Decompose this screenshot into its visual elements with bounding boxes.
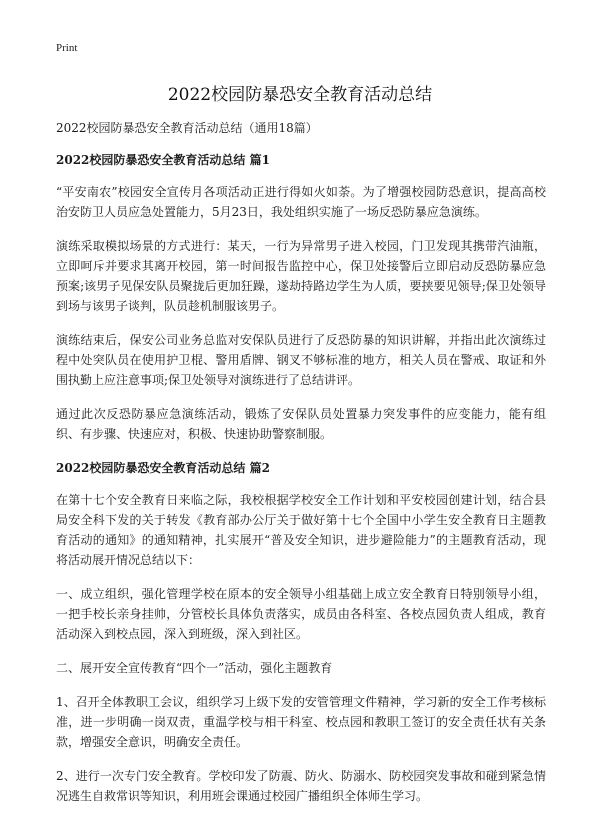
document-subtitle: 2022校园防暴恐安全教育活动总结（通用18篇） <box>56 121 318 135</box>
paragraph: 二、展开安全宣传教育“四个一”活动，强化主题教育 <box>56 661 333 675</box>
paragraph: 2、进行一次专门安全教育。学校印发了防震、防火、防溺水、防校园突发事故和碰到紧急情况逃生自救常识等知识，利用班会课通过校园广播组织全体师生学习。 <box>56 769 546 803</box>
document-body <box>56 118 546 820</box>
paragraph: 演练采取模拟场景的方式进行：某天，一行为异常男子进入校园，门卫发现其携带汽油瓶，立即呵斥并要求其离开校园，第一时间报告监控中心，保卫处接警后立即启动反恐防暴应急预案;该男子见保安队员聚拢后更加狂躁，遂劫持路边学生为人质，要挟要见领导;保卫处领导到场与该男子谈判，队员趁机制服该男子。 <box>56 239 546 313</box>
document-title: 2022校园防暴恐安全教育活动总结 <box>167 85 433 105</box>
paragraph: “平安南农”校园安全宣传月各项活动正进行得如火如荼。为了增强校园防恐意识，提高高校治安防卫人员应急处置能力，5月23日，我处组织实施了一场反恐防暴应急演练。 <box>56 185 546 219</box>
section-1 <box>56 150 546 444</box>
paragraph: 1、召开全体教职工会议，组织学习上级下发的安管管理文件精神，学习新的安全工作考核标准，进一步明确一岗双责，重温学校与相干科室、校点园和教职工签订的安全责任状有关条款，增强安全意识，明确安全责任。 <box>56 695 546 749</box>
section-heading: 2022校园防暴恐安全教育活动总结 篇1 <box>56 153 270 167</box>
paragraph: 演练结束后，保安公司业务总监对安保队员进行了反恐防暴的知识讲解，并指出此次演练过程中处突队员在使用护卫棍、警用盾牌、钢叉不够标准的地方，相关人员在警戒、取证和外围执勤上应注意事项;保卫处领导对演练进行了总结讲评。 <box>56 333 546 387</box>
section-2 <box>56 458 546 806</box>
paragraph: 在第十七个安全教育日来临之际，我校根据学校安全工作计划和平安校园创建计划，结合县局安全科下发的关于转发《教育部办公厅关于做好第十七个全国中小学生安全教育日主题教育活动的通知》的通知精神，扎实展开“普及安全知识，进步避险能力”的主题教育活动，现将活动展开情况总结以下： <box>56 493 546 567</box>
print-label[interactable]: Print <box>56 42 78 54</box>
paragraph: 通过此次反恐防暴应急演练活动，锻炼了安保队员处置暴力突发事件的应变能力，能有组织、有步骤、快速应对，积极、快速协助警察制服。 <box>56 407 546 441</box>
section-heading: 2022校园防暴恐安全教育活动总结 篇2 <box>56 461 270 475</box>
paragraph: 一、成立组织，强化管理学校在原本的安全领导小组基础上成立安全教育日特别领导小组，一把手校长亲身挂帅，分管校长具体负责落实，成员由各科室、各校点园负责人组成，教育活动深入到校点园，深入到班级，深入到社区。 <box>56 587 546 641</box>
